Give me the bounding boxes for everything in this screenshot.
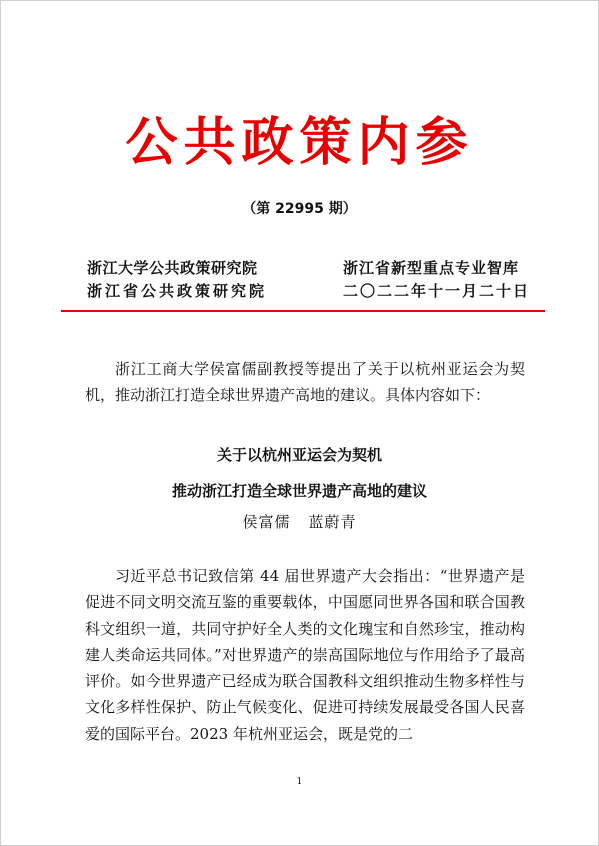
article-title-line-1: 关于以杭州亚运会为契机 (216, 446, 382, 464)
author-name: 蓝蔚青 (308, 513, 357, 531)
masthead-title: 公共政策内参 (125, 112, 474, 173)
body-paragraph: 习近平总书记致信第 44 届世界遗产大会指出：“世界遗产是促进不同文明交流互鉴的重要载体，中国愿同世界各国和联合国教科文组织一道，共同守护好全人类的文化瑰宝和自然珍宝，推动构建人类命运共同体。”对世界遗产的崇高国际地位与作用给予了最高评价。如今世界遗产已经成为联合国教科文组织推动生物多样性与文化多样性保护、防止气候变化、促进可持续发展最受各国人民喜爱的国际平台。2023 年杭州亚运会，既是党的二 (85, 567, 525, 743)
page-number: 1 (296, 777, 303, 787)
article-title-line-2: 推动浙江打造全球世界遗产高地的建议 (171, 482, 427, 500)
institute-name-2: 浙江省公共政策研究院 (87, 282, 268, 300)
issue-number: （第 22995 期） (242, 201, 357, 217)
author-name: 侯富儒 (242, 513, 291, 531)
intro-paragraph: 浙江工商大学侯富儒副教授等提出了关于以杭州亚运会为契机，推动浙江打造全球世界遗产高地的建议。具体内容如下： (85, 360, 525, 405)
header-divider (61, 310, 545, 312)
think-tank-label: 浙江省新型重点专业智库 (343, 259, 520, 277)
issue-date: 二〇二二年十一月二十日 (343, 282, 531, 300)
article-authors (1, 512, 598, 532)
institute-name-1: 浙江大学公共政策研究院 (87, 259, 258, 277)
